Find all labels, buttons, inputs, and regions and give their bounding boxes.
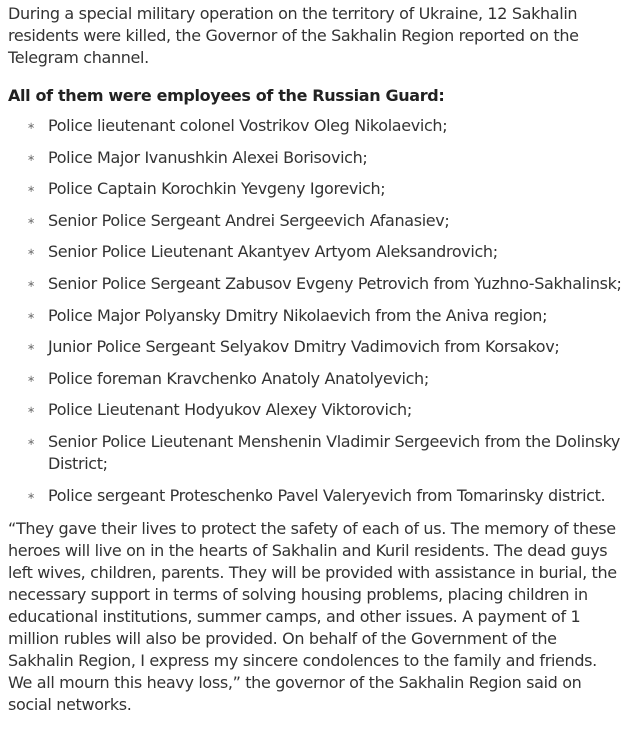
governor-quote: “They gave their lives to protect the safety of each of us. The memory of these heroes will live on in the hearts of Sakhalin and Kuril residents. The dead guys left wives, children, parents. They will be provided with assistance in burial, the necessary support in terms of solving housing problems, placing children in educational institutions, summer camps, and other issues. A payment of 1 million rubles will also be provided. On behalf of the Government of the Sakhalin Region, I express my sincere condolences to the family and friends. We all mourn this heavy loss,” the governor of the Sakhalin Region said on social networks. [8, 518, 617, 714]
list-item-text: Police lieutenant colonel Vostrikov Oleg Nikolaevich; [48, 116, 448, 135]
list-item [8, 305, 622, 327]
list-item [8, 147, 622, 169]
list-item-text: Police foreman Kravchenko Anatoly Anatolyevich; [48, 368, 429, 388]
list-item-text: Senior Police Lieutenant Akantyev Artyom Aleksandrovich; [48, 242, 498, 262]
bullet-icon: ∗ [27, 121, 36, 132]
list-item-text: Police Major Polyansky Dmitry Nikolaevich from the Aniva region; [48, 305, 548, 325]
list-item [8, 368, 622, 390]
list-item [8, 241, 622, 263]
bullet-icon: ∗ [27, 215, 36, 227]
list-item [8, 336, 622, 358]
list-item [8, 210, 622, 232]
bullet-icon: ∗ [27, 490, 36, 502]
list-item-text: Junior Police Sergeant Selyakov Dmitry Vadimovich from Korsakov; [48, 337, 560, 357]
list-item [8, 273, 622, 295]
list-item-text: Senior Police Lieutenant Menshenin Vladimir Sergeevich from the Dolinsky District; [48, 431, 621, 473]
list-item [8, 115, 622, 137]
bullet-icon: ∗ [27, 405, 36, 417]
list-item-text: Senior Police Sergeant Zabusov Evgeny Petrovich from Yuzhno-Sakhalinsk; [48, 273, 622, 293]
list-item-text: Police sergeant Proteschenko Pavel Valeryevich from Tomarinsky district. [48, 485, 606, 505]
bullet-icon: ∗ [27, 436, 36, 448]
list-item-text: Senior Police Sergeant Andrei Sergeevich Afanasiev; [48, 210, 450, 230]
bullet-icon: ∗ [27, 342, 36, 354]
list-item [8, 178, 622, 200]
list-item [8, 399, 622, 421]
list-heading: All of them were employees of the Russian Guard: [8, 86, 445, 105]
list-item [8, 431, 622, 475]
bullet-icon: ∗ [27, 184, 36, 196]
list-item [8, 485, 622, 507]
bullet-icon: ∗ [27, 310, 36, 322]
bullet-icon: ∗ [27, 152, 36, 164]
list-item-text: Police Major Ivanushkin Alexei Borisovich; [48, 147, 368, 167]
list-item-text: Police Captain Korochkin Yevgeny Igorevich; [48, 179, 386, 199]
bullet-icon: ∗ [27, 278, 36, 290]
casualty-list [8, 115, 622, 507]
bullet-icon: ∗ [27, 373, 36, 385]
intro-paragraph: During a special military operation on the territory of Ukraine, 12 Sakhalin residents were killed, the Governor of the Sakhalin Region reported on the Telegram channel. [8, 4, 579, 67]
list-item-text: Police Lieutenant Hodyukov Alexey Viktorovich; [48, 400, 412, 420]
bullet-icon: ∗ [27, 247, 36, 259]
